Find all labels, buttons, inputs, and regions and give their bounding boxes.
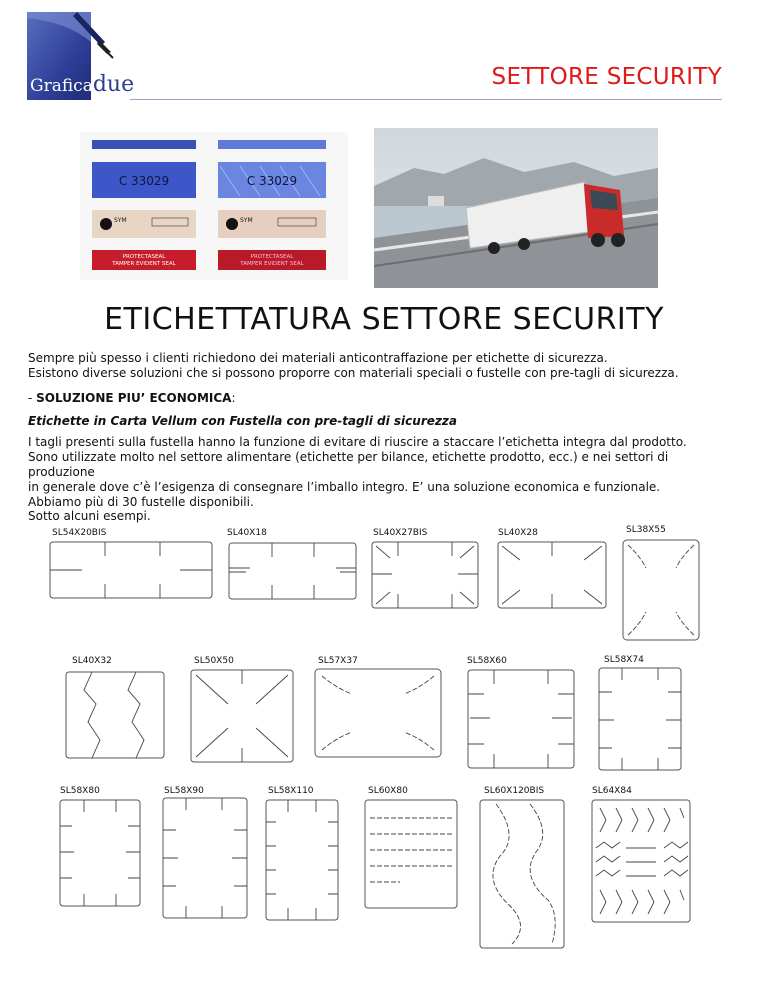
die-label: SL40X18 <box>227 528 267 538</box>
die-sl60x80 <box>365 800 457 908</box>
die-label: SL58X74 <box>604 655 644 665</box>
die-label: SL58X80 <box>60 786 100 796</box>
seal-text-2b: TAMPER EVIDENT SEAL <box>240 261 304 267</box>
solution-prefix: - <box>28 391 37 405</box>
solution-heading-text: SOLUZIONE PIU’ ECONOMICA <box>36 391 232 405</box>
intro-line-2: Esistono diverse soluzioni che si possono proporre con materiali speciali o fustelle con pre-tagli di sicurezza. <box>28 366 679 380</box>
main-title: ETICHETTATURA SETTORE SECURITY <box>104 302 664 337</box>
die-label: SL40X32 <box>72 656 112 666</box>
die-label: SL57X37 <box>318 656 358 666</box>
body-line-3: in generale dove c’è l’esigenza di consegnare l’imballo integro. E’ una soluzione economica e funzionale. <box>28 480 661 494</box>
die-sl57x37 <box>315 669 441 757</box>
intro-line-1: Sempre più spesso i clienti richiedono dei materiali anticontraffazione per etichette di sicurezza. <box>28 351 608 365</box>
die-label: SL58X90 <box>164 786 204 796</box>
die-label: SL50X50 <box>194 656 234 666</box>
die-sl58x74 <box>599 668 681 770</box>
die-label: SL40X28 <box>498 528 538 538</box>
seal-text-1a: PROTECTASEAL <box>122 254 166 260</box>
die-sl40x28 <box>498 542 606 608</box>
die-sl40x18 <box>229 543 356 599</box>
body-line-2: Sono utilizzate molto nel settore alimentare (etichette per bilance, etichette prodotto, ecc.) e nei settori di produzione <box>28 450 669 479</box>
body-line-4: Abbiamo più di 30 fustelle disponibili. <box>28 495 254 509</box>
die-sl58x80 <box>60 800 140 906</box>
die-label: SL54X20BIS <box>52 528 107 538</box>
die-label: SL60X120BIS <box>484 786 545 796</box>
solution-suffix: : <box>231 391 236 405</box>
die-sl54x20bis <box>50 542 212 598</box>
die-label: SL64X84 <box>592 786 632 796</box>
die-sl58x60 <box>468 670 574 768</box>
die-sl58x90 <box>163 798 247 918</box>
die-sl38x55 <box>623 540 699 640</box>
die-label: SL40X27BIS <box>373 528 428 538</box>
die-sl64x84 <box>592 800 690 922</box>
die-sl40x32 <box>66 672 164 758</box>
seal-text-2a: PROTECTASEAL <box>250 254 294 260</box>
die-sl60x120bis <box>480 800 564 948</box>
section-title: SETTORE SECURITY <box>491 64 722 90</box>
logo-text-accent: due <box>92 72 135 97</box>
body-line-1: I tagli presenti sulla fustella hanno la funzione di evitare di riuscire a staccare l’etichetta integra dal prodotto. <box>28 435 687 449</box>
label-code-2: C 33029 <box>246 174 298 188</box>
die-sl58x110 <box>266 800 338 920</box>
die-sl40x27bis <box>372 542 478 608</box>
die-label: SL58X110 <box>268 786 314 796</box>
die-label: SL60X80 <box>368 786 408 796</box>
seal-text-1b: TAMPER EVIDENT SEAL <box>112 261 176 267</box>
die-label: SL38X55 <box>626 525 666 535</box>
label-code-1: C 33029 <box>118 174 170 188</box>
solution-subheading: Etichette in Carta Vellum con Fustella con pre-tagli di sicurezza <box>28 414 457 428</box>
examples-label: Sotto alcuni esempi. <box>28 509 151 523</box>
label-brand-2: SYM <box>240 217 253 224</box>
label-brand-1: SYM <box>114 217 127 224</box>
die-sl50x50 <box>191 670 293 762</box>
logo-text-main: Grafica <box>30 76 93 96</box>
die-label: SL58X60 <box>467 656 507 666</box>
